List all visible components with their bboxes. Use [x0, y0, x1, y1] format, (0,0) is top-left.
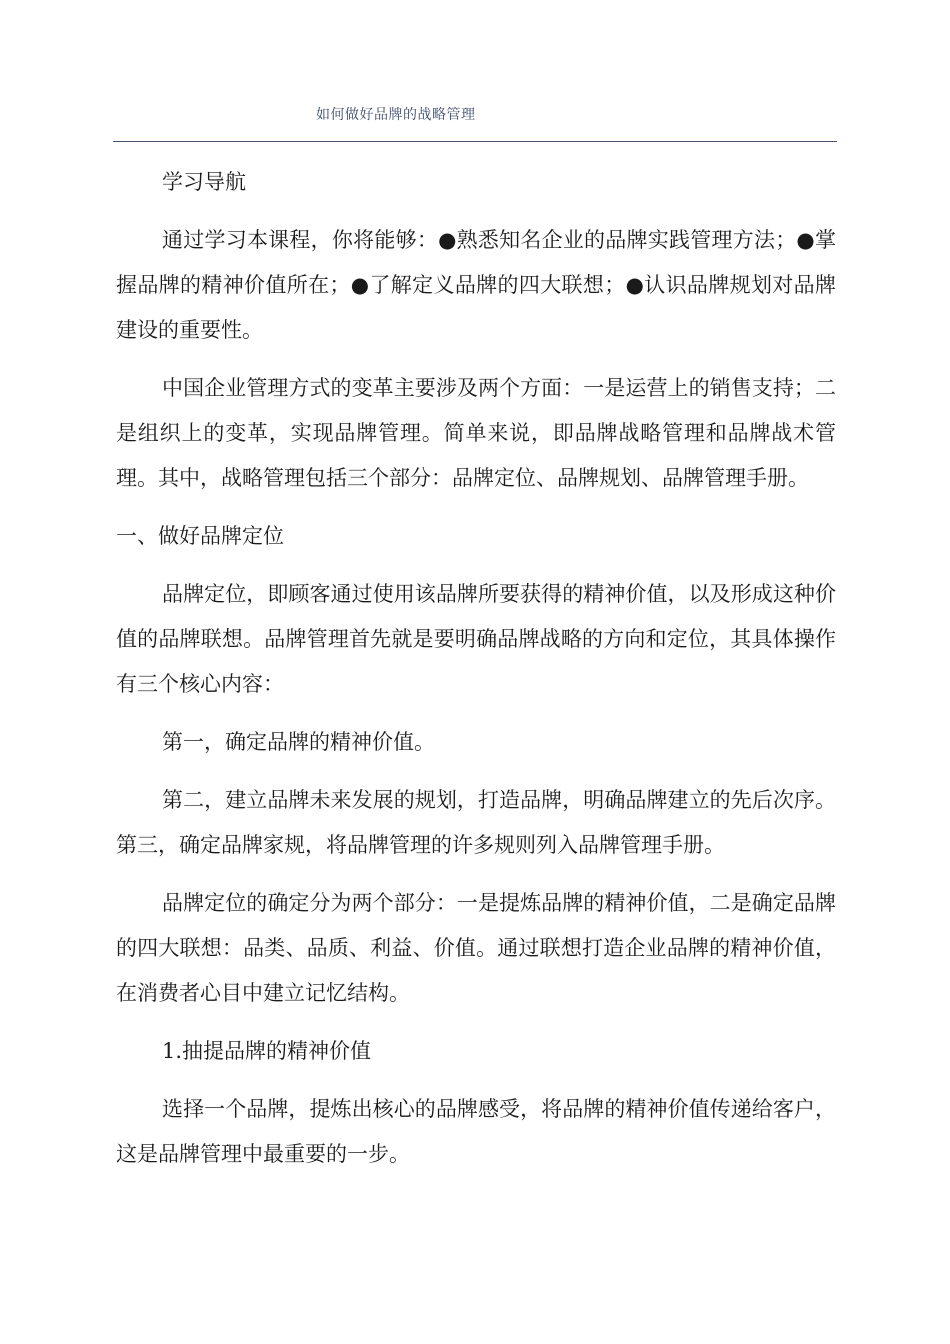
subheading-extract-spiritual-value: 1.抽提品牌的精神价值 [162, 1039, 372, 1063]
paragraph-first-point: 第一，确定品牌的精神价值。 [162, 730, 435, 754]
section-heading-brand-positioning: 一、做好品牌定位 [116, 524, 284, 548]
paragraph-management-reform: 中国企业管理方式的变革主要涉及两个方面：一是运营上的销售支持；二是组织上的变革，实现品牌管理。简单来说，即品牌战略管理和品牌战术管理。其中，战略管理包括三个部分：品牌定位、品牌规划、品牌管理手册。 [116, 376, 836, 490]
header-divider [113, 141, 837, 142]
running-header-title: 如何做好品牌的战略管理 [316, 107, 476, 123]
document-body [116, 160, 836, 1190]
paragraph-positioning-parts: 品牌定位的确定分为两个部分：一是提炼品牌的精神价值，二是确定品牌的四大联想：品类、品质、利益、价值。通过联想打造企业品牌的精神价值，在消费者心目中建立记忆结构。 [116, 891, 836, 1005]
section-heading-learning-guide: 学习导航 [162, 170, 246, 194]
paragraph-choose-brand: 选择一个品牌，提炼出核心的品牌感受，将品牌的精神价值传递给客户，这是品牌管理中最重要的一步。 [116, 1097, 836, 1166]
paragraph-second-third-points: 第二，建立品牌未来发展的规划，打造品牌，明确品牌建立的先后次序。第三，确定品牌家规，将品牌管理的许多规则列入品牌管理手册。 [116, 788, 836, 857]
paragraph-objectives: 通过学习本课程，你将能够：●熟悉知名企业的品牌实践管理方法；●掌握品牌的精神价值所在；●了解定义品牌的四大联想；●认识品牌规划对品牌建设的重要性。 [116, 228, 836, 342]
paragraph-positioning-definition: 品牌定位，即顾客通过使用该品牌所要获得的精神价值，以及形成这种价值的品牌联想。品牌管理首先就是要明确品牌战略的方向和定位，其具体操作有三个核心内容： [116, 582, 836, 696]
